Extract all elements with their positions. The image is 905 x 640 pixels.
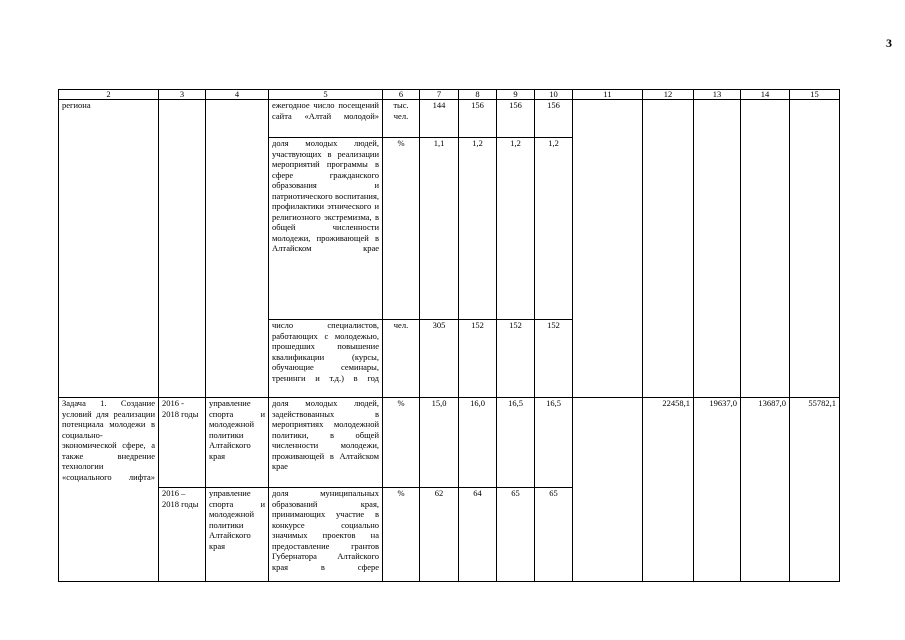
task-continuation-cell: региона (59, 100, 159, 398)
page-number: 3 (886, 36, 892, 50)
header-cell: 5 (269, 90, 383, 100)
value-cell (573, 100, 643, 398)
period-cell (159, 100, 206, 398)
unit-cell: % (383, 398, 420, 488)
header-cell: 12 (643, 90, 694, 100)
table-row (59, 398, 840, 488)
value-cell: 16,5 (497, 398, 535, 488)
value-cell: 152 (535, 320, 573, 398)
header-cell: 13 (694, 90, 741, 100)
value-cell: 156 (459, 100, 497, 138)
header-cell: 15 (790, 90, 840, 100)
header-cell: 7 (420, 90, 459, 100)
value-cell: 62 (420, 488, 459, 582)
header-cell: 4 (206, 90, 269, 100)
header-cell: 3 (159, 90, 206, 100)
value-cell: 156 (497, 100, 535, 138)
indicator-cell: ежегодное число посещений сайта «Алтай молодой» (269, 100, 383, 138)
indicator-cell: доля молодых людей, участвующих в реализации мероприятий программы в сфере гражданского образования и патриотического воспитания, профилактики этнического и религиозного экстремизма, в общей численности молодежи, проживающей в Алтайском крае (269, 138, 383, 320)
value-cell: 152 (497, 320, 535, 398)
value-cell: 65 (535, 488, 573, 582)
value-cell (643, 100, 694, 398)
unit-cell: тыс. чел. (383, 100, 420, 138)
value-cell: 156 (535, 100, 573, 138)
unit-cell: чел. (383, 320, 420, 398)
value-cell: 16,0 (459, 398, 497, 488)
value-cell: 1,2 (535, 138, 573, 320)
value-cell: 1,1 (420, 138, 459, 320)
value-cell: 152 (459, 320, 497, 398)
value-cell: 55782,1 (790, 398, 840, 582)
value-cell: 64 (459, 488, 497, 582)
value-cell: 305 (420, 320, 459, 398)
value-cell (741, 100, 790, 398)
period-cell: 2016 – 2018 годы (159, 488, 206, 582)
header-cell: 8 (459, 90, 497, 100)
header-cell: 9 (497, 90, 535, 100)
task-cell: Задача 1. Создание условий для реализации потенциала молодежи в социально-экономической сфере, а также внедрение технологии «социального лифта» (59, 398, 159, 582)
column-number-row (59, 90, 840, 100)
value-cell (694, 100, 741, 398)
executor-cell: управление спорта и молодежной политики Алтайского края (206, 488, 269, 582)
header-cell: 2 (59, 90, 159, 100)
header-cell: 14 (741, 90, 790, 100)
indicator-cell: число специалистов, работающих с молодежью, прошедших повышение квалификации (курсы, обучающие семинары, тренинги и т.д.) в год (269, 320, 383, 398)
value-cell: 22458,1 (643, 398, 694, 582)
value-cell: 1,2 (459, 138, 497, 320)
value-cell: 19637,0 (694, 398, 741, 582)
indicator-cell: доля молодых людей, задействованных в мероприятиях молодежной политики, в общей численности молодежи, проживающей в Алтайском крае (269, 398, 383, 488)
value-cell: 65 (497, 488, 535, 582)
value-cell: 1,2 (497, 138, 535, 320)
header-cell: 10 (535, 90, 573, 100)
value-cell: 13687,0 (741, 398, 790, 582)
table-row (59, 100, 840, 138)
value-cell (573, 398, 643, 582)
unit-cell: % (383, 488, 420, 582)
executor-cell: управление спорта и молодежной политики Алтайского края (206, 398, 269, 488)
value-cell: 144 (420, 100, 459, 138)
header-cell: 11 (573, 90, 643, 100)
unit-cell: % (383, 138, 420, 320)
value-cell: 16,5 (535, 398, 573, 488)
executor-cell (206, 100, 269, 398)
value-cell: 15,0 (420, 398, 459, 488)
value-cell (790, 100, 840, 398)
header-cell: 6 (383, 90, 420, 100)
program-indicators-table (58, 89, 840, 582)
period-cell: 2016 - 2018 годы (159, 398, 206, 488)
indicator-cell: доля муниципальных образований края, принимающих участие в конкурсе социально значимых проектов на предоставление грантов Губернатора Алтайского края в сфере (269, 488, 383, 582)
